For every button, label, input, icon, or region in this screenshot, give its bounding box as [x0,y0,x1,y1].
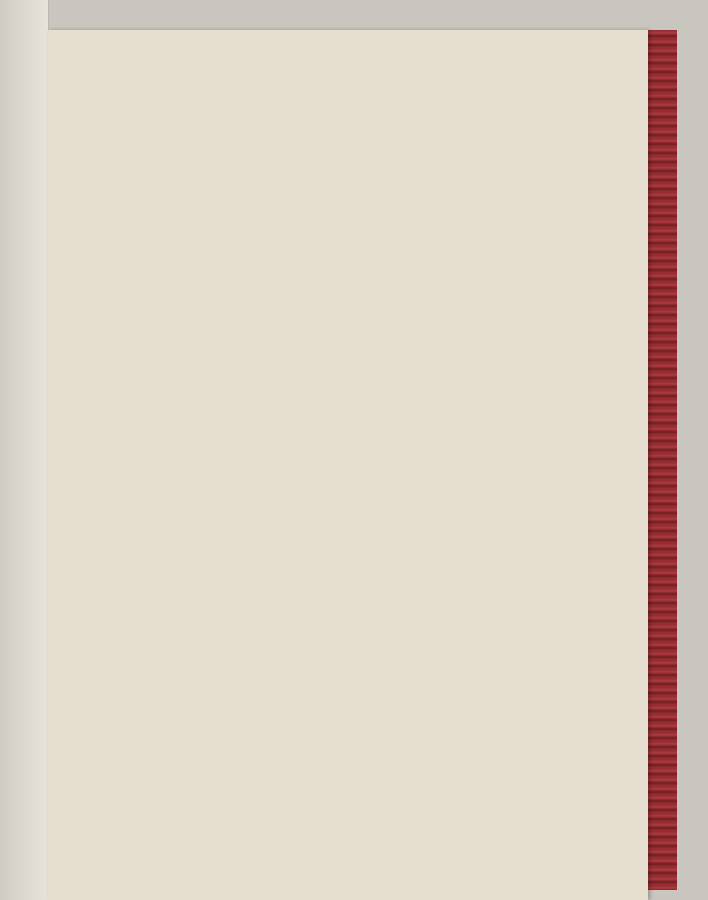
typewritten-page [48,30,648,900]
binding-strip [0,0,49,900]
page-content [48,30,648,870]
